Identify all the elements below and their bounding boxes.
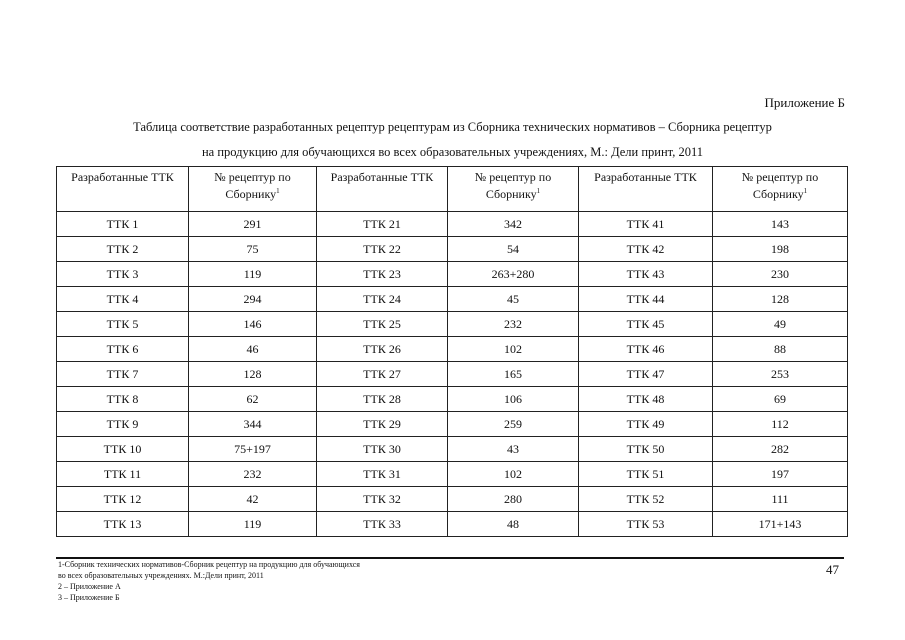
ttk-cell: ТТК 50: [579, 437, 713, 462]
ttk-cell: ТТК 2: [57, 237, 189, 262]
ttk-cell: ТТК 51: [579, 462, 713, 487]
recipe-number-cell: 230: [713, 262, 848, 287]
recipe-number-cell: 253: [713, 362, 848, 387]
ttk-cell: ТТК 22: [317, 237, 448, 262]
recipe-number-cell: 280: [448, 487, 579, 512]
footnote-divider: [56, 557, 844, 559]
recipe-correspondence-table: [56, 166, 848, 537]
header-developed-ttk: Разработанные ТТК: [317, 167, 448, 212]
ttk-cell: ТТК 8: [57, 387, 189, 412]
ttk-cell: ТТК 45: [579, 312, 713, 337]
recipe-number-cell: 42: [189, 487, 317, 512]
recipe-number-cell: 263+280: [448, 262, 579, 287]
table-row: [57, 237, 848, 262]
table-row: [57, 512, 848, 537]
ttk-cell: ТТК 41: [579, 212, 713, 237]
table-row: [57, 337, 848, 362]
recipe-number-cell: 342: [448, 212, 579, 237]
ttk-cell: ТТК 46: [579, 337, 713, 362]
table-row: [57, 387, 848, 412]
recipe-number-cell: 43: [448, 437, 579, 462]
ttk-cell: ТТК 44: [579, 287, 713, 312]
table-title-line-1: Таблица соответствие разработанных рецептур рецептурам из Сборника технических нормативов – Сборника рецептур: [133, 120, 772, 134]
recipe-number-cell: 45: [448, 287, 579, 312]
recipe-number-cell: 111: [713, 487, 848, 512]
recipe-number-cell: 128: [713, 287, 848, 312]
recipe-number-cell: 119: [189, 512, 317, 537]
ttk-cell: ТТК 23: [317, 262, 448, 287]
recipe-number-cell: 46: [189, 337, 317, 362]
ttk-cell: ТТК 6: [57, 337, 189, 362]
table-row: [57, 212, 848, 237]
ttk-cell: ТТК 7: [57, 362, 189, 387]
ttk-cell: ТТК 24: [317, 287, 448, 312]
page-number: 47: [826, 562, 839, 577]
ttk-cell: ТТК 29: [317, 412, 448, 437]
recipe-number-cell: 294: [189, 287, 317, 312]
ttk-cell: ТТК 10: [57, 437, 189, 462]
recipe-number-cell: 102: [448, 337, 579, 362]
appendix-label: Приложение Б: [764, 95, 845, 110]
recipe-number-cell: 143: [713, 212, 848, 237]
recipe-number-cell: 54: [448, 237, 579, 262]
table-row: [57, 487, 848, 512]
footnote-1a: 1-Сборник технических нормативов-Сборник рецептур на продукцию для обучающихся: [58, 560, 360, 569]
ttk-cell: ТТК 5: [57, 312, 189, 337]
ttk-cell: ТТК 11: [57, 462, 189, 487]
footnote-2: 2 – Приложение А: [58, 582, 121, 591]
table-row: [57, 412, 848, 437]
ttk-cell: ТТК 31: [317, 462, 448, 487]
ttk-cell: ТТК 27: [317, 362, 448, 387]
footnote-3: 3 – Приложение Б: [58, 593, 120, 602]
recipe-number-cell: 291: [189, 212, 317, 237]
recipe-number-cell: 75: [189, 237, 317, 262]
table-row: [57, 437, 848, 462]
header-recipe-number: № рецептур по Сборнику$^1$: [448, 167, 579, 212]
recipe-number-cell: 48: [448, 512, 579, 537]
recipe-number-cell: 106: [448, 387, 579, 412]
ttk-cell: ТТК 25: [317, 312, 448, 337]
header-developed-ttk: Разработанные ТТК: [57, 167, 189, 212]
ttk-cell: ТТК 3: [57, 262, 189, 287]
ttk-cell: ТТК 47: [579, 362, 713, 387]
table-title-line-2: на продукцию для обучающихся во всех образовательных учреждениях, М.: Дели принт, 2011: [201, 145, 703, 159]
table-row: [57, 262, 848, 287]
recipe-number-cell: 259: [448, 412, 579, 437]
recipe-number-cell: 344: [189, 412, 317, 437]
header-recipe-number: № рецептур по Сборнику$^1$: [713, 167, 848, 212]
recipe-number-cell: 62: [189, 387, 317, 412]
recipe-number-cell: 197: [713, 462, 848, 487]
ttk-cell: ТТК 28: [317, 387, 448, 412]
recipe-number-cell: 112: [713, 412, 848, 437]
ttk-cell: ТТК 21: [317, 212, 448, 237]
recipe-number-cell: 146: [189, 312, 317, 337]
recipe-number-cell: 232: [189, 462, 317, 487]
ttk-cell: ТТК 42: [579, 237, 713, 262]
ttk-cell: ТТК 32: [317, 487, 448, 512]
recipe-number-cell: 198: [713, 237, 848, 262]
footnote-1b: во всех образовательных учреждениях. М.:Дели принт, 2011: [58, 571, 264, 580]
recipe-number-cell: 171+143: [713, 512, 848, 537]
recipe-number-cell: 282: [713, 437, 848, 462]
ttk-cell: ТТК 43: [579, 262, 713, 287]
recipe-number-cell: 49: [713, 312, 848, 337]
ttk-cell: ТТК 48: [579, 387, 713, 412]
table-row: [57, 462, 848, 487]
recipe-number-cell: 69: [713, 387, 848, 412]
header-developed-ttk: Разработанные ТТК: [579, 167, 713, 212]
header-recipe-number: № рецептур по Сборнику$^1$: [189, 167, 317, 212]
ttk-cell: ТТК 52: [579, 487, 713, 512]
table-row: [57, 287, 848, 312]
ttk-cell: ТТК 1: [57, 212, 189, 237]
ttk-cell: ТТК 12: [57, 487, 189, 512]
ttk-cell: ТТК 49: [579, 412, 713, 437]
table-header-row: [57, 167, 848, 212]
recipe-number-cell: 75+197: [189, 437, 317, 462]
table-row: [57, 312, 848, 337]
recipe-number-cell: 119: [189, 262, 317, 287]
recipe-number-cell: 232: [448, 312, 579, 337]
ttk-cell: ТТК 53: [579, 512, 713, 537]
ttk-cell: ТТК 30: [317, 437, 448, 462]
recipe-number-cell: 128: [189, 362, 317, 387]
recipe-number-cell: 165: [448, 362, 579, 387]
recipe-number-cell: 102: [448, 462, 579, 487]
ttk-cell: ТТК 4: [57, 287, 189, 312]
ttk-cell: ТТК 26: [317, 337, 448, 362]
table-row: [57, 362, 848, 387]
recipe-number-cell: 88: [713, 337, 848, 362]
ttk-cell: ТТК 33: [317, 512, 448, 537]
ttk-cell: ТТК 9: [57, 412, 189, 437]
ttk-cell: ТТК 13: [57, 512, 189, 537]
